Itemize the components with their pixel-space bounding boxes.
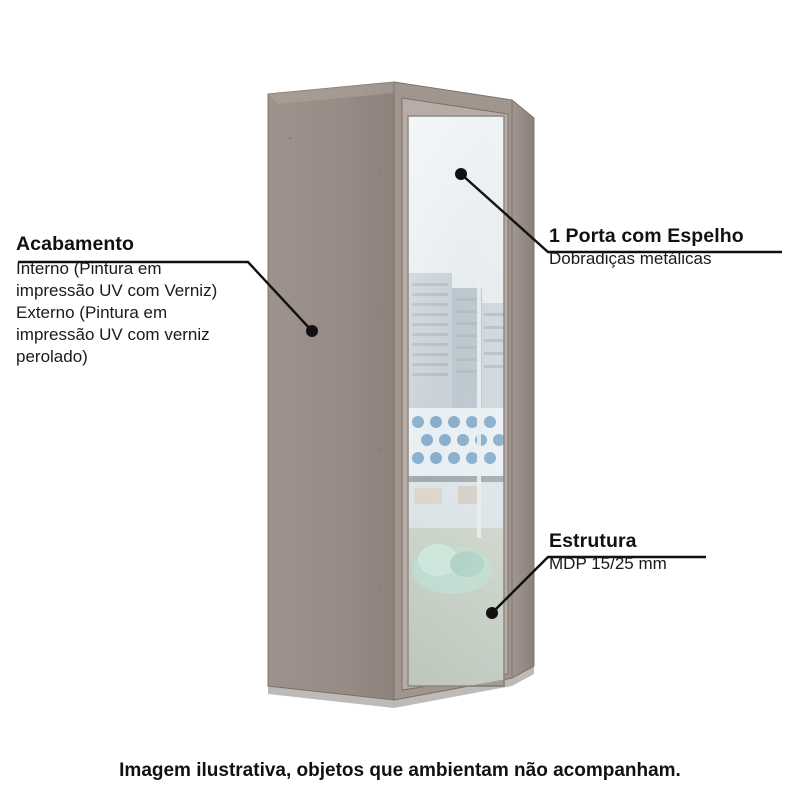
callout-estrutura-title: Estrutura <box>549 530 637 552</box>
callout-acabamento-line-1: Interno (Pintura em <box>16 259 162 278</box>
callout-estrutura-line-1: MDP 15/25 mm <box>549 554 667 573</box>
callout-estrutura <box>549 530 759 575</box>
callout-acabamento-line-3: Externo (Pintura em <box>16 303 168 323</box>
callout-acabamento-title: Acabamento <box>16 233 135 255</box>
callout-acabamento <box>16 233 266 368</box>
callout-porta-body <box>549 248 794 270</box>
mirror-door <box>402 98 508 690</box>
wardrobe-illustration <box>262 78 540 708</box>
callout-porta-line-1: Dobradiças metálicas <box>549 249 712 268</box>
callout-acabamento-body <box>16 258 266 368</box>
callout-acabamento-line-5: perolado) <box>16 347 88 367</box>
callout-estrutura-body <box>549 553 759 575</box>
wardrobe-left-panel <box>268 82 394 700</box>
callout-acabamento-line-4: impressão UV com verniz <box>16 325 210 345</box>
footer-disclaimer: Imagem ilustrativa, objetos que ambientam não acompanham. <box>119 760 681 781</box>
callout-porta-title: 1 Porta com Espelho <box>549 225 744 247</box>
callout-acabamento-line-2: impressão UV com Verniz) <box>16 281 218 301</box>
wardrobe-right-panel <box>512 100 534 678</box>
callout-porta-espelho <box>549 225 794 270</box>
